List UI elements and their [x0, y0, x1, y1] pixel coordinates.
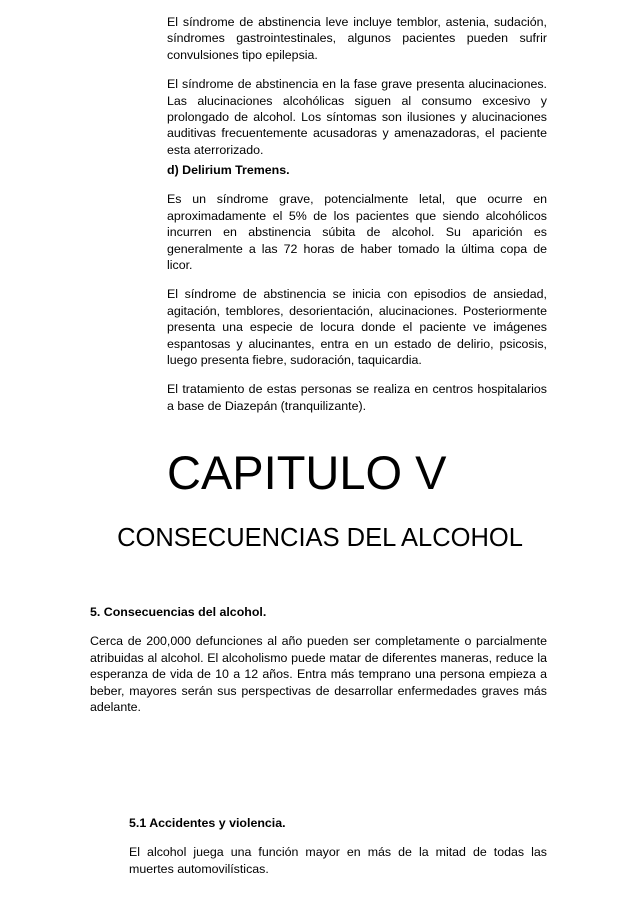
chapter-subtitle: CONSECUENCIAS DEL ALCOHOL [117, 524, 523, 552]
delirium-definition-paragraph: Es un síndrome grave, potencialmente letal, que ocurre en aproximadamente el 5% de los pacientes que siendo alcohólicos incurren en abstinencia súbita de alcohol. Su aparición es generalmente a las 72 horas de haber tomado la última copa de licor. [167, 192, 547, 273]
delirium-symptoms-paragraph: El síndrome de abstinencia se inicia con episodios de ansiedad, agitación, temblores, desorientación, alucinaciones. Posteriormente presenta una especie de locura donde el paciente ve imágenes espantosas y alucinantes, entra en un estado de delirio, psicosis, luego presenta fiebre, sudoración, taquicardia. [167, 287, 547, 368]
delirium-treatment-paragraph: El tratamiento de estas personas se realiza en centros hospitalarios a base de Diazepán (tranquilizante). [167, 382, 547, 413]
section-5-1-heading: 5.1 Accidentes y violencia. [129, 816, 286, 830]
mild-withdrawal-paragraph: El síndrome de abstinencia leve incluye temblor, astenia, sudación, síndromes gastrointestinales, algunos pacientes pueden sufrir convulsiones tipo epilepsia. [167, 15, 547, 62]
section-5-1 [129, 815, 547, 877]
section-5 [90, 604, 547, 715]
severe-withdrawal-paragraph: El síndrome de abstinencia en la fase grave presenta alucinaciones. Las alucinaciones alcohólicas siguen al consumo excesivo y prolongado de alcohol. Los síntomas son ilusiones y alucinaciones auditivas frecuentemente acusadoras y amenazadoras, el paciente esta aterrorizado. [167, 77, 547, 157]
section-5-paragraph: Cerca de 200,000 defunciones al año pueden ser completamente o parcialmente atribuidas al alcohol. El alcoholismo puede matar de diferentes maneras, reduce la esperanza de vida de 10 a 12 años. Entra más temprano una persona empieza a beber, mayores serán sus perspectivas de desarrollar enfermedades graves más adelante. [90, 634, 547, 715]
section-5-1-paragraph: El alcohol juega una función mayor en más de la mitad de todas las muertes automovilísticas. [129, 845, 547, 876]
section-5-heading: 5. Consecuencias del alcohol. [90, 605, 267, 619]
withdrawal-text-block [167, 14, 547, 158]
delirium-tremens-heading: d) Delirium Tremens. [167, 163, 290, 177]
chapter-title: CAPITULO V [167, 446, 447, 499]
delirium-tremens-section [167, 162, 547, 414]
